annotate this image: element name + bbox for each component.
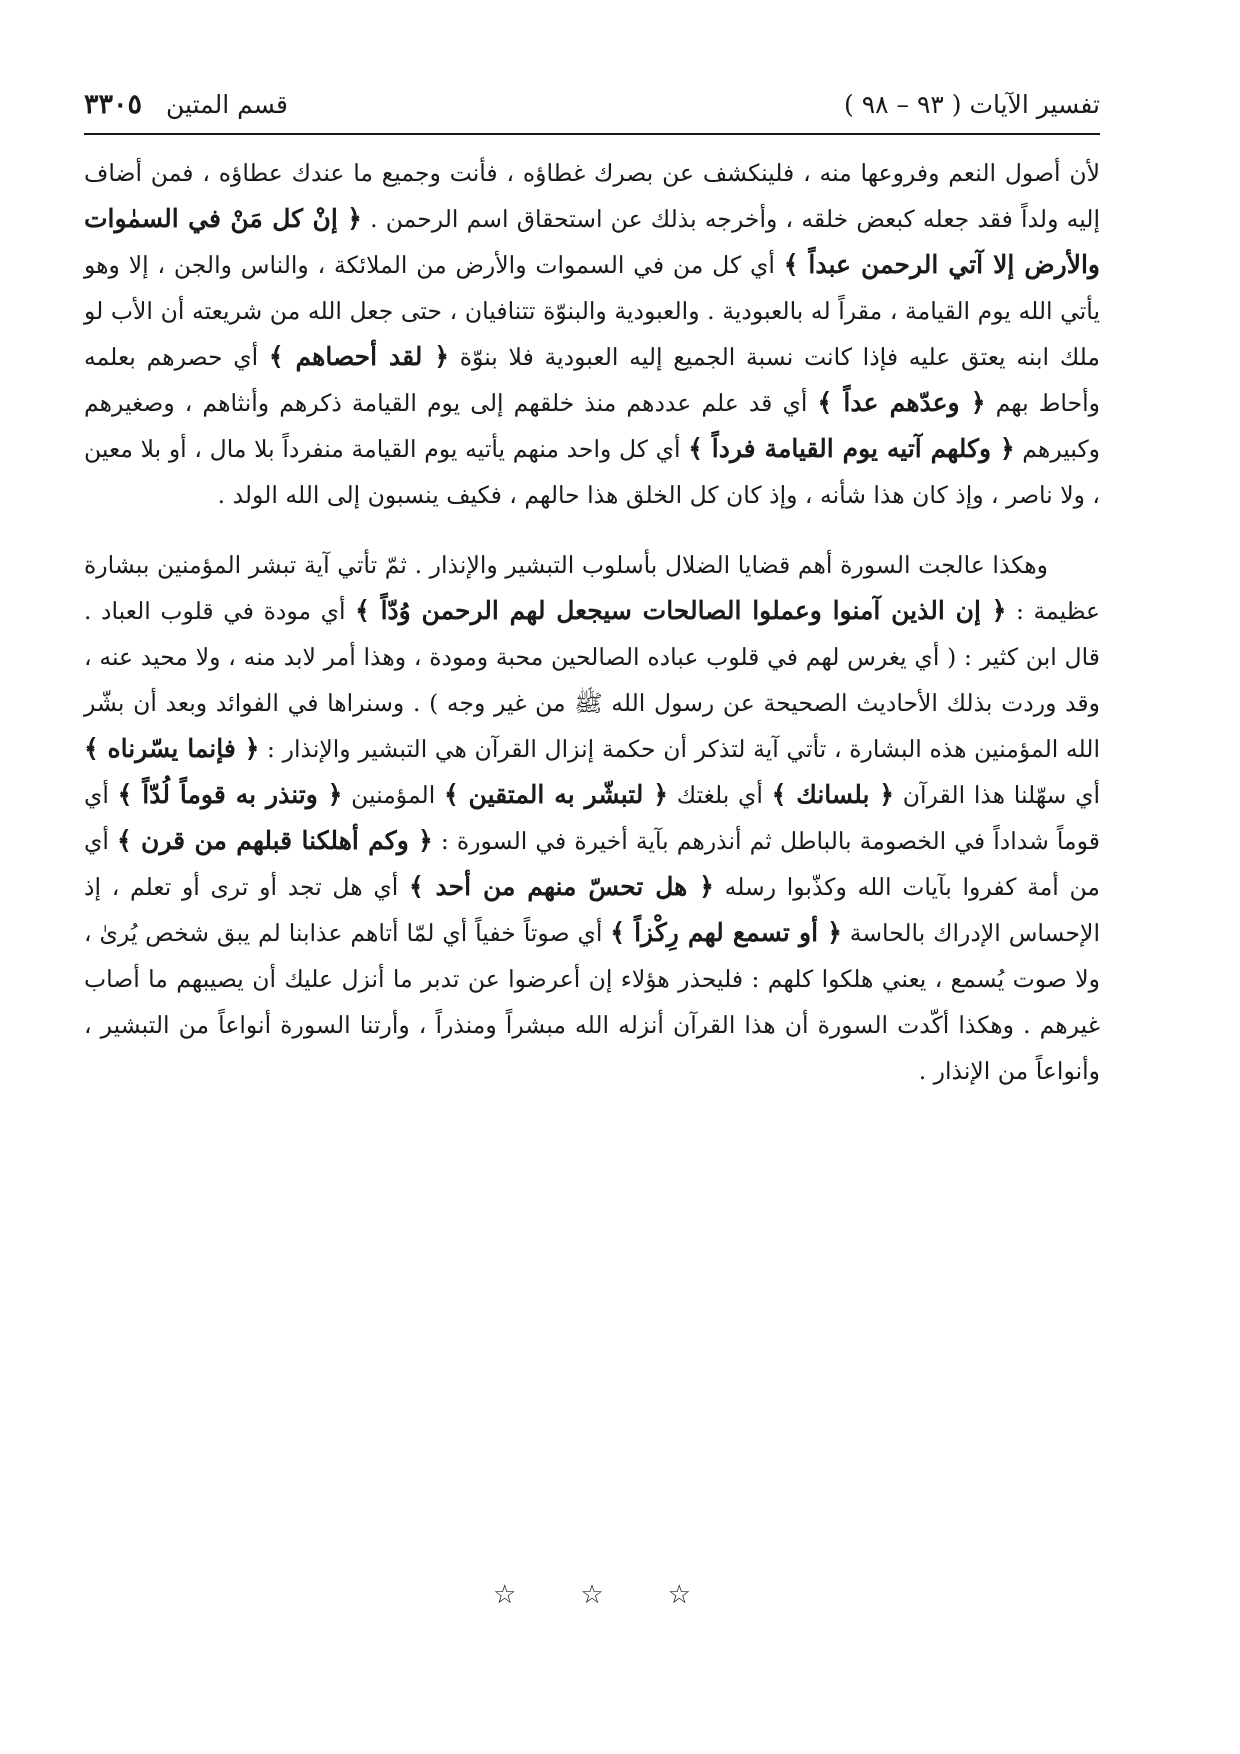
quran-verse: ﴿ لتبشّر به المتقين ﴾ <box>443 780 669 809</box>
body-text <box>84 150 1100 1094</box>
quran-verse: ﴿ أو تسمع لهم رِكْزاً ﴾ <box>610 918 842 947</box>
commentary-text: أي صوتاً خفياً أي لمّا أتاهم عذابنا لم يبق شخص يُرىٰ ، ولا صوت يُسمع ، يعني هلكوا كلهم : فليحذر هؤلاء إن أعرضوا عن تدبر ما أنزل عليك أن يصيبهم ما أصاب غيرهم . وهكذا أكّدت السورة أن هذا القرآن أنزله الله مبشراً ومنذراً ، وأرتنا السورة أنواعاً من التبشير ، وأنواعاً من الإنذار . <box>84 919 1100 1085</box>
section-end-ornament <box>84 1580 1100 1610</box>
commentary-text: أي كل من في السموات والأرض من الملائكة ، والناس والجن ، إلا وهو يأتي الله يوم القيامة ، مقراً له بالعبودية . والعبودية والبنوّة تتنافيان ، حتى جعل الله من شريعته أن الأب لو ملك ابنه يعتق عليه فإذا كانت نسبة الجميع إليه العبودية فلا بنوّة <box>84 251 1100 371</box>
commentary-text: المؤمنين <box>342 781 444 809</box>
star-icon: ☆ <box>667 1580 691 1610</box>
quran-verse: ﴿ بلسانك ﴾ <box>771 780 895 809</box>
commentary-text: أي كل واحد منهم يأتيه يوم القيامة منفرداً بلا مال ، أو بلا معين ، ولا ناصر ، وإذ كان هذا شأنه ، وإذ كان كل الخلق هذا حالهم ، فكيف ينسبون إلى الله الولد . <box>84 435 1100 509</box>
header-rule <box>84 133 1100 135</box>
commentary-text: أي سهّلنا هذا القرآن <box>894 781 1100 809</box>
commentary-text: أي مودة في قلوب العباد . قال ابن كثير : ( أي يغرس لهم في قلوب عباده الصالحين محبة ومودة ، وهذا أمر لابد منه ، ولا محيد عنه ، وقد وردت بذلك الأحاديث الصحيحة عن رسول الله ﷺ من غير وجه ) . وسنراها في الفوائد وبعد أن بشّر الله المؤمنين هذه البشارة ، تأتي آية لتذكر أن حكمة إنزال القرآن هي التبشير والإنذار : <box>84 597 1100 763</box>
quran-verse: ﴿ وكلهم آتيه يوم القيامة فرداً ﴾ <box>688 434 1015 463</box>
quran-verse: ﴿ هل تحسّ منهم من أحد ﴾ <box>408 872 714 901</box>
commentary-text: أي بلغتك <box>668 781 772 809</box>
paragraph-1 <box>84 150 1100 518</box>
commentary-text: أي قد علم عددهم منذ خلقهم إلى يوم القيامة ذكرهم وأنثاهم ، وصغيرهم وكبيرهم <box>84 389 1101 463</box>
star-icon: ☆ <box>580 1580 604 1610</box>
star-icon: ☆ <box>493 1580 517 1610</box>
quran-verse: ﴿ وتنذر به قوماً لُدّاً ﴾ <box>117 780 343 809</box>
quran-verse: ﴿ وعدّهم عداً ﴾ <box>817 388 986 417</box>
quran-verse: ﴿ إن الذين آمنوا وعملوا الصالحات سيجعل لهم الرحمن وُدّاً ﴾ <box>355 596 1007 625</box>
quran-verse: ﴿ لقد أحصاهم ﴾ <box>268 342 449 371</box>
commentary-text: أي قوماً شداداً في الخصومة بالباطل ثم أنذرهم بآية أخيرة في السورة : <box>84 781 1100 855</box>
commentary-text: أي حصرهم بعلمه وأحاط بهم <box>84 343 1100 417</box>
quran-verse: ﴿ إنْ كل مَنْ في السمٰوات والأرض إلا آتي الرحمن عبداً ﴾ <box>84 204 1100 279</box>
quran-verse: ﴿ وكم أهلكنا قبلهم من قرن ﴾ <box>117 826 433 855</box>
commentary-text: لأن أصول النعم وفروعها منه ، فلينكشف عن بصرك غطاؤه ، فأنت وجميع ما عندك عطاؤه ، فمن أضاف إليه ولداً فقد جعله كبعض خلقه ، وأخرجه بذلك عن استحقاق اسم الرحمن . <box>84 159 1100 233</box>
commentary-text: أي من أمة كفروا بآيات الله وكذّبوا رسله <box>84 827 1100 901</box>
running-title: تفسير الآيات ( ٩٣ – ٩٨ ) <box>844 89 1100 119</box>
page-header <box>84 80 1100 128</box>
paragraph-2 <box>84 542 1100 1094</box>
page-number: ٣٣٠٥ <box>84 88 143 120</box>
commentary-text: أي هل تجد أو ترى أو تعلم ، إذ الإحساس الإدراك بالحاسة <box>84 873 1100 947</box>
header-left-group <box>84 89 288 120</box>
commentary-text: وهكذا عالجت السورة أهم قضايا الضلال بأسلوب التبشير والإنذار . ثمّ تأتي آية تبشر المؤمنين ببشارة عظيمة : <box>84 551 1101 625</box>
quran-verse: ﴿ فإنما يسّرناه ﴾ <box>84 734 260 763</box>
section-name: قسم المتين <box>166 89 288 119</box>
